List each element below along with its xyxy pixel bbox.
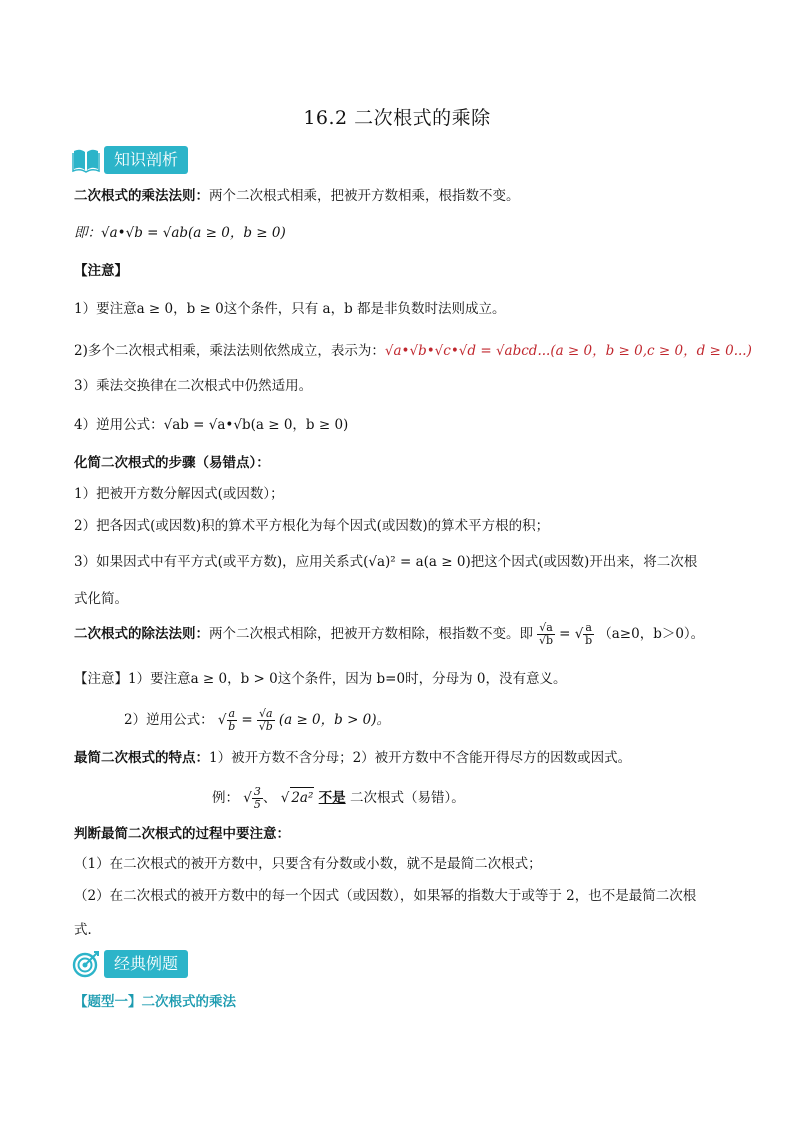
division-formula-left: $\frac{√a}{√b}$ [539, 621, 554, 647]
judge-point-2: （2）在二次根式的被开方数中的每一个因式（或因数），如果幂的指数大于或等于 2，也不是最简二次根 [74, 888, 697, 904]
rule-heading: 二次根式的乘法法则： [74, 188, 209, 204]
note-3: 3）乘法交换律在二次根式中仍然适用。 [74, 378, 313, 394]
simplest-radical-features [74, 748, 734, 768]
section-label-examples: 经典例题 [104, 950, 188, 978]
division-note-2-text: 2）逆用公式： [124, 712, 214, 728]
simplest-heading: 最简二次根式的特点： [74, 750, 209, 766]
simplify-step-3-cont: 式化简。 [74, 591, 128, 607]
book-icon [72, 147, 100, 173]
simplify-step-2: 2）把各因式(或因数)积的算术平方根化为每个因式(或因数)的算术平方根的积； [74, 518, 550, 534]
note-2 [74, 341, 752, 361]
division-note-2: 2）逆用公式： √ $\frac{a}{b}$ = $\frac{√a}{√b}$ (a ≥ 0，b > 0)。 [124, 707, 391, 733]
division-formula-right: √ $\frac{a}{b}$ [574, 621, 593, 647]
judge-point-2-cont: 式． [74, 922, 101, 938]
rule-text: 两个二次根式相乘，把被开方数相乘，根指数不变。 [209, 188, 520, 204]
page-title: 16.2 二次根式的乘除 [303, 107, 491, 129]
section-badge-knowledge [72, 146, 188, 174]
division-heading: 二次根式的除法法则： [74, 626, 209, 642]
rule-multiplication [74, 186, 734, 206]
example-not: 不是 [318, 790, 346, 806]
simplify-steps-heading: 化简二次根式的步骤（易错点）： [74, 455, 270, 471]
judge-heading: 判断最简二次根式的过程中要注意： [74, 826, 290, 842]
section-badge-examples [72, 950, 188, 978]
simplest-example: 例： √ $\frac{3}{5}$ 、 √ 2a² 不是 二次根式（易错）。 [212, 785, 465, 811]
example-tail: 二次根式（易错）。 [349, 790, 465, 806]
division-text: 两个二次根式相除，把被开方数相除，根指数不变。即 [209, 626, 533, 642]
example-label: 例： [212, 790, 239, 806]
formula-multiplication: 即：√a•√b = √ab(a ≥ 0，b ≥ 0) [74, 225, 286, 241]
judge-point-1: （1）在二次根式的被开方数中，只要含有分数或小数，就不是最简二次根式； [74, 856, 542, 872]
simplify-step-3: 3）如果因式中有平方式(或平方数)，应用关系式(√a)² = a(a ≥ 0)把这个因式(或因数)开出来，将二次根 [74, 554, 698, 570]
note-2-formula: √a•√b•√c•√d = √abcd...(a ≥ 0，b ≥ 0,c ≥ 0，d ≥ 0...) [384, 343, 752, 359]
simplest-text: 1）被开方数不含分母；2）被开方数中不含能开得尽方的因数或因式。 [209, 750, 632, 766]
target-icon [72, 950, 100, 978]
note-1: 1）要注意a ≥ 0，b ≥ 0这个条件，只有 a，b 都是非负数时法则成立。 [74, 301, 506, 317]
simplify-step-1: 1）把被开方数分解因式(或因数）； [74, 486, 284, 502]
note-heading: 【注意】 [74, 263, 128, 279]
note-4: 4）逆用公式：√ab = √a•√b(a ≥ 0，b ≥ 0) [74, 417, 349, 433]
division-note-2-condition: (a ≥ 0，b > 0)。 [278, 712, 391, 728]
division-condition: （a≥0，b＞0）。 [598, 626, 705, 642]
division-note-1: 【注意】1）要注意a ≥ 0，b > 0这个条件，因为 b=0时，分母为 0，没有意义。 [74, 671, 567, 687]
question-type-1: 【题型一】二次根式的乘法 [74, 994, 236, 1010]
section-label-knowledge: 知识剖析 [104, 146, 188, 174]
rule-division: 二次根式的除法法则：两个二次根式相除，把被开方数相除，根指数不变。即 $\frac{√a}{√b}$ = √ $\frac{a}{b}$ （a≥0，b＞0）。 [74, 621, 705, 647]
note-2-text: 2)多个二次根式相乘，乘法法则依然成立，表示为： [74, 343, 385, 359]
